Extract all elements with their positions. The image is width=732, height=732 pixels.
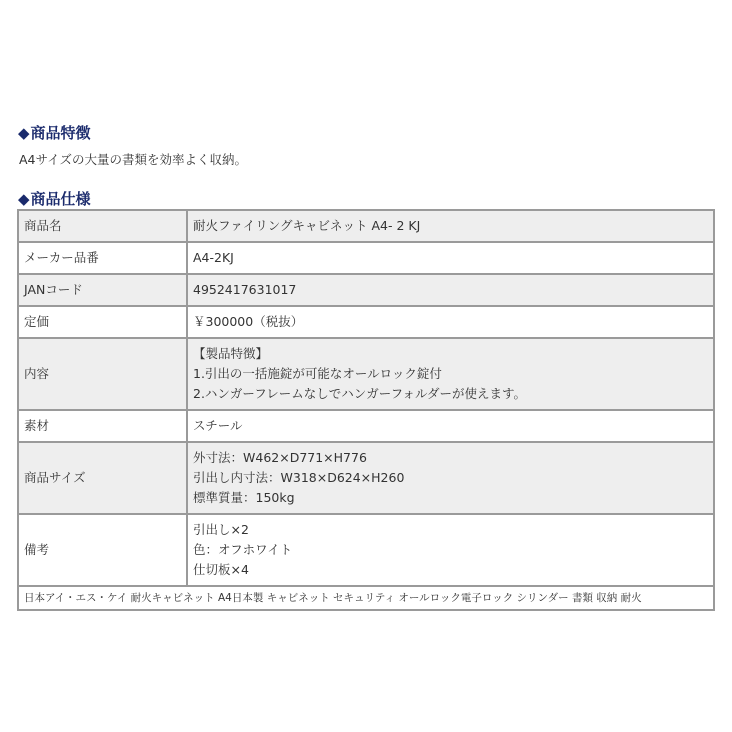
spec-value-line: 2.ハンガーフレームなしでハンガーフォルダーが使えます。 xyxy=(193,386,527,401)
spec-value-line: ￥300000（税抜） xyxy=(193,314,304,329)
spec-value-line: 4952417631017 xyxy=(193,282,297,297)
diamond-bullet-icon: ◆ xyxy=(18,190,30,208)
spec-value xyxy=(187,514,714,586)
diamond-bullet-icon: ◆ xyxy=(18,124,30,142)
features-heading-text: 商品特徴 xyxy=(30,124,91,142)
spec-value-line: 外寸法：W462×D771×H776 xyxy=(193,450,367,465)
specs-heading-text: 商品仕様 xyxy=(30,190,91,208)
spec-value xyxy=(187,242,714,274)
spec-value-line: 引出し×2 xyxy=(193,522,249,537)
spec-value-line: 色：オフホワイト xyxy=(193,542,293,557)
spec-value-line: 標準質量：150kg xyxy=(193,490,295,505)
spec-value xyxy=(187,410,714,442)
spec-label: 備考 xyxy=(18,514,187,586)
spec-label: メーカー品番 xyxy=(18,242,187,274)
spec-value xyxy=(187,338,714,410)
spec-value xyxy=(187,306,714,338)
spec-table xyxy=(17,209,715,611)
spec-value-line: A4-2KJ xyxy=(193,250,234,265)
spec-label: 商品サイズ xyxy=(18,442,187,514)
features-description: A4サイズの大量の書類を効率よく収納。 xyxy=(19,152,248,167)
spec-label: 内容 xyxy=(18,338,187,410)
spec-label: 定価 xyxy=(18,306,187,338)
spec-value-line: 1.引出の一括施錠が可能なオールロック錠付 xyxy=(193,366,442,381)
keywords-text: 日本アイ・エス・ケイ 耐火キャビネット A4日本製 キャビネット セキュリティ オールロック電子ロック シリンダー 書類 収納 耐火 xyxy=(18,586,714,610)
table-row xyxy=(18,306,714,338)
features-heading xyxy=(18,124,91,142)
spec-value-line: スチール xyxy=(193,418,243,433)
table-row xyxy=(18,442,714,514)
spec-value-line: 引出し内寸法：W318×D624×H260 xyxy=(193,470,405,485)
spec-value xyxy=(187,210,714,242)
spec-label: 素材 xyxy=(18,410,187,442)
specs-heading xyxy=(18,190,91,208)
spec-value-line: 耐火ファイリングキャビネット A4- 2 KJ xyxy=(193,218,421,233)
table-row xyxy=(18,274,714,306)
spec-label: JANコード xyxy=(18,274,187,306)
keywords-row xyxy=(18,586,714,610)
spec-value-line: 仕切板×4 xyxy=(193,562,249,577)
table-row xyxy=(18,514,714,586)
table-row xyxy=(18,410,714,442)
spec-value-line: 【製品特徴】 xyxy=(193,346,269,361)
table-row xyxy=(18,242,714,274)
table-row xyxy=(18,338,714,410)
spec-value xyxy=(187,442,714,514)
spec-value xyxy=(187,274,714,306)
spec-label: 商品名 xyxy=(18,210,187,242)
table-row xyxy=(18,210,714,242)
